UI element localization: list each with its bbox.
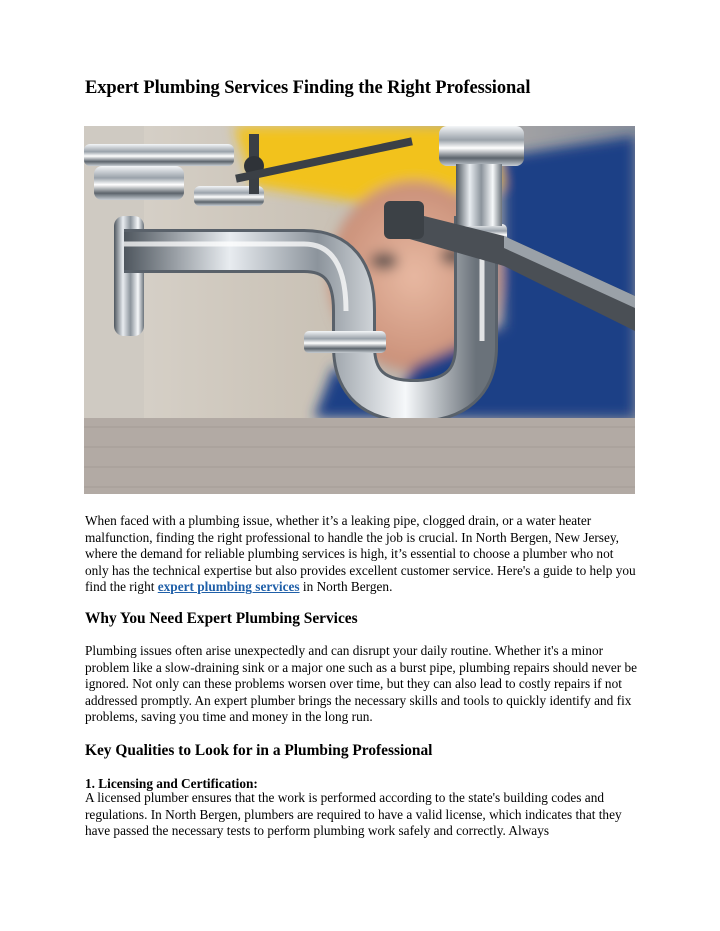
article-title: Expert Plumbing Services Finding the Right Professional bbox=[85, 78, 531, 98]
section-heading-why: Why You Need Expert Plumbing Services bbox=[85, 610, 358, 627]
section-heading-key-qualities: Key Qualities to Look for in a Plumbing Professional bbox=[85, 742, 433, 759]
expert-plumbing-services-link[interactable]: expert plumbing services bbox=[157, 579, 300, 595]
intro-text-after-link: in North Bergen. bbox=[299, 579, 393, 595]
intro-text-before-link: When faced with a plumbing issue, whether it’s a leaking pipe, clogged drain, or a water heater malfunction, finding the right professional to handle the job is crucial. In North Bergen, New Jersey, where the demand for reliable plumbing services is high, it’s essential to choose a plumber who not only has the technical expertise but also provides excellent customer service. Here's a guide to help you find the right bbox=[85, 513, 636, 595]
item-licensing-title: 1. Licensing and Certification: bbox=[85, 776, 258, 791]
hero-image bbox=[84, 126, 635, 494]
section-why-paragraph: Plumbing issues often arise unexpectedly and can disrupt your daily routine. Whether it's a minor problem like a slow-draining sink or a major one such as a burst pipe, plumbing repairs should never be ignored. Not only can these problems worsen over time, but they can also lead to costly repairs if not addressed promptly. An expert plumber brings the necessary skills and tools to quickly identify and fix problems, saving you time and money in the long run. bbox=[85, 643, 638, 725]
intro-paragraph bbox=[85, 513, 640, 596]
item-licensing-paragraph: A licensed plumber ensures that the work is performed according to the state's building codes and regulations. In North Bergen, plumbers are required to have a valid license, which indicates that they have passed the necessary tests to perform plumbing work safely and correctly. Always bbox=[85, 790, 622, 839]
